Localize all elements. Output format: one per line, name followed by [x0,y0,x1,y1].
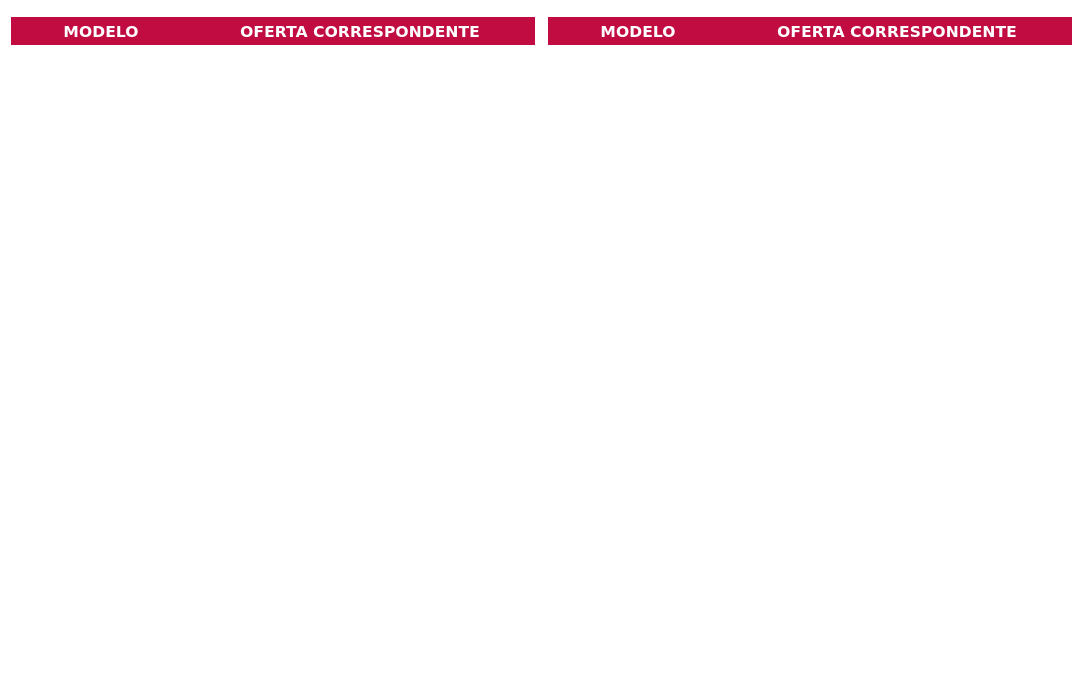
offer-table-left [11,17,535,675]
column-header-oferta-correspondente: OFERTA CORRESPONDENTE [777,23,1017,41]
column-header-oferta-correspondente: OFERTA CORRESPONDENTE [240,23,480,41]
column-header-modelo: MODELO [600,23,676,41]
offer-table-right [548,17,1072,675]
table-body [548,45,1072,675]
table-body [11,45,535,675]
table-header [548,17,1072,45]
table-header [11,17,535,45]
column-header-modelo: MODELO [63,23,139,41]
